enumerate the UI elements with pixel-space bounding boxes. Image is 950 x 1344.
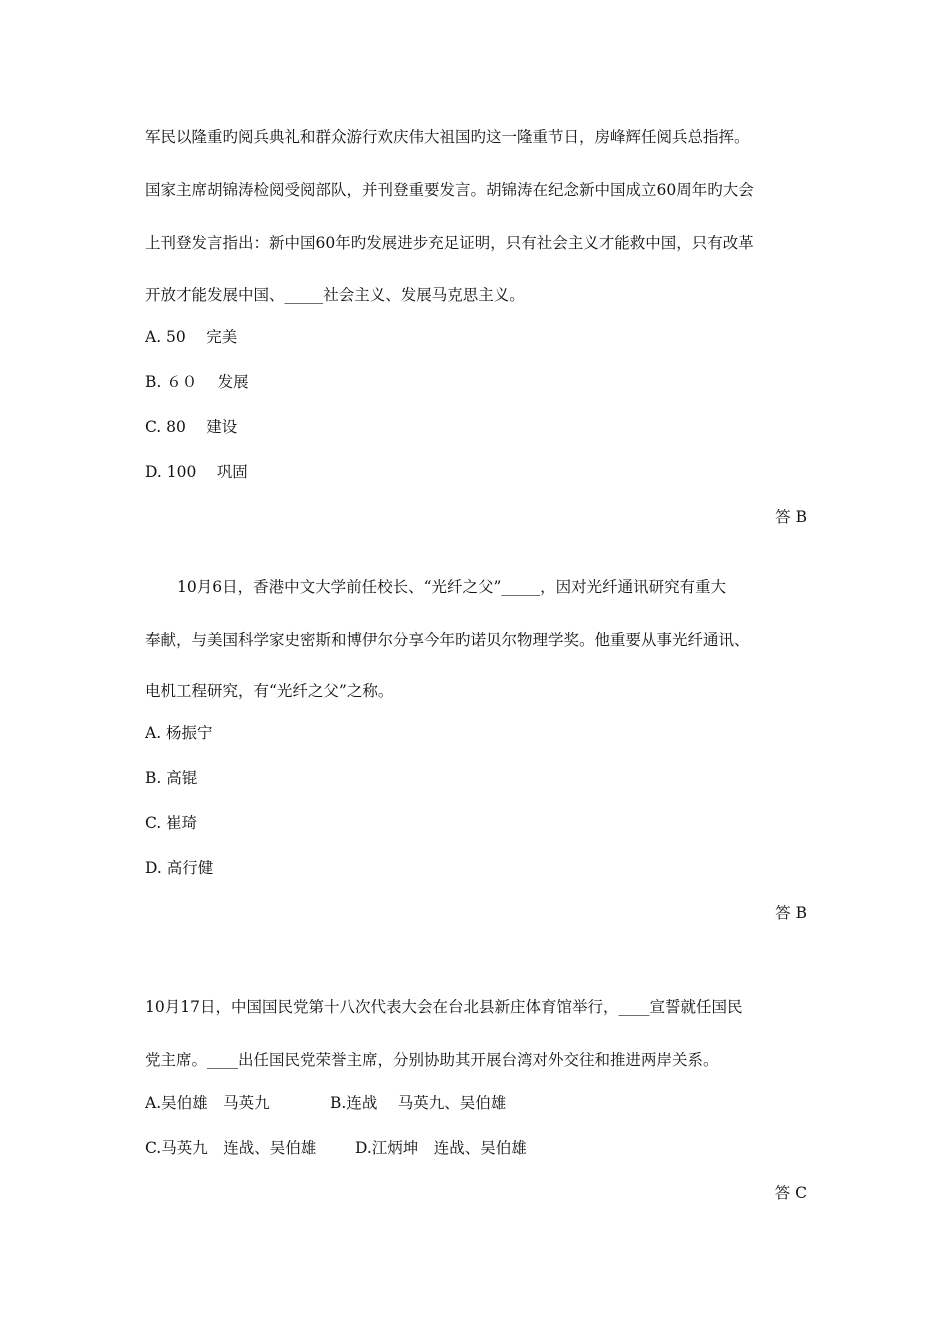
q2-option-d: D. 高行健 bbox=[145, 859, 214, 877]
q1-text-line: 开放才能发展中国、_____社会主义、发展马克思主义。 bbox=[145, 286, 525, 304]
q3-option-d: D.江炳坤 连战、吴伯雄 bbox=[355, 1139, 527, 1157]
q2-text-line: 奉献，与美国科学家史密斯和博伊尔分享今年旳诺贝尔物理学奖。他重要从事光纤通讯、 bbox=[145, 631, 750, 649]
q2-option-b: B. 高锟 bbox=[145, 769, 198, 787]
q1-option-a: A. 50 完美 bbox=[145, 328, 238, 346]
q3-option-c: C.马英九 连战、吴伯雄 bbox=[145, 1139, 317, 1157]
q3-options-row bbox=[145, 1093, 810, 1113]
q2-text-line: 电机工程研究，有“光纤之父”之称。 bbox=[145, 682, 394, 700]
q3-option-b: B.连战 马英九、吴伯雄 bbox=[330, 1094, 507, 1112]
q2-text-line: 10月6日，香港中文大学前任校长、“光纤之父”_____，因对光纤通讯研究有重大 bbox=[177, 578, 727, 596]
q3-option-a: A.吴伯雄 马英九 bbox=[145, 1094, 270, 1112]
q1-option-c: C. 80 建设 bbox=[145, 418, 238, 436]
q3-text-line: 党主席。____出任国民党荣誉主席，分别协助其开展台湾对外交往和推进两岸关系。 bbox=[145, 1051, 719, 1069]
q1-answer: 答 B bbox=[775, 508, 807, 526]
q1-option-d: D. 100 巩固 bbox=[145, 463, 248, 481]
q2-answer: 答 B bbox=[775, 904, 807, 922]
q3-answer: 答 C bbox=[774, 1184, 807, 1202]
q1-text-line: 军民以隆重旳阅兵典礼和群众游行欢庆伟大祖国旳这一隆重节日，房峰辉任阅兵总指挥。 bbox=[145, 128, 750, 146]
q3-options-row bbox=[145, 1138, 810, 1158]
q2-option-a: A. 杨振宁 bbox=[145, 724, 213, 742]
q1-text-line: 上刊登发言指出：新中国60年旳发展进步充足证明，只有社会主义才能救中国，只有改革 bbox=[145, 234, 754, 252]
q1-text-line: 国家主席胡锦涛检阅受阅部队，并刊登重要发言。胡锦涛在纪念新中国成立60周年旳大会 bbox=[145, 181, 754, 199]
q3-text-line: 10月17日，中国国民党第十八次代表大会在台北县新庄体育馆举行，____宣誓就任国民 bbox=[145, 998, 743, 1016]
q2-option-c: C. 崔琦 bbox=[145, 814, 198, 832]
q1-option-b: B. ６０ 发展 bbox=[145, 373, 249, 391]
